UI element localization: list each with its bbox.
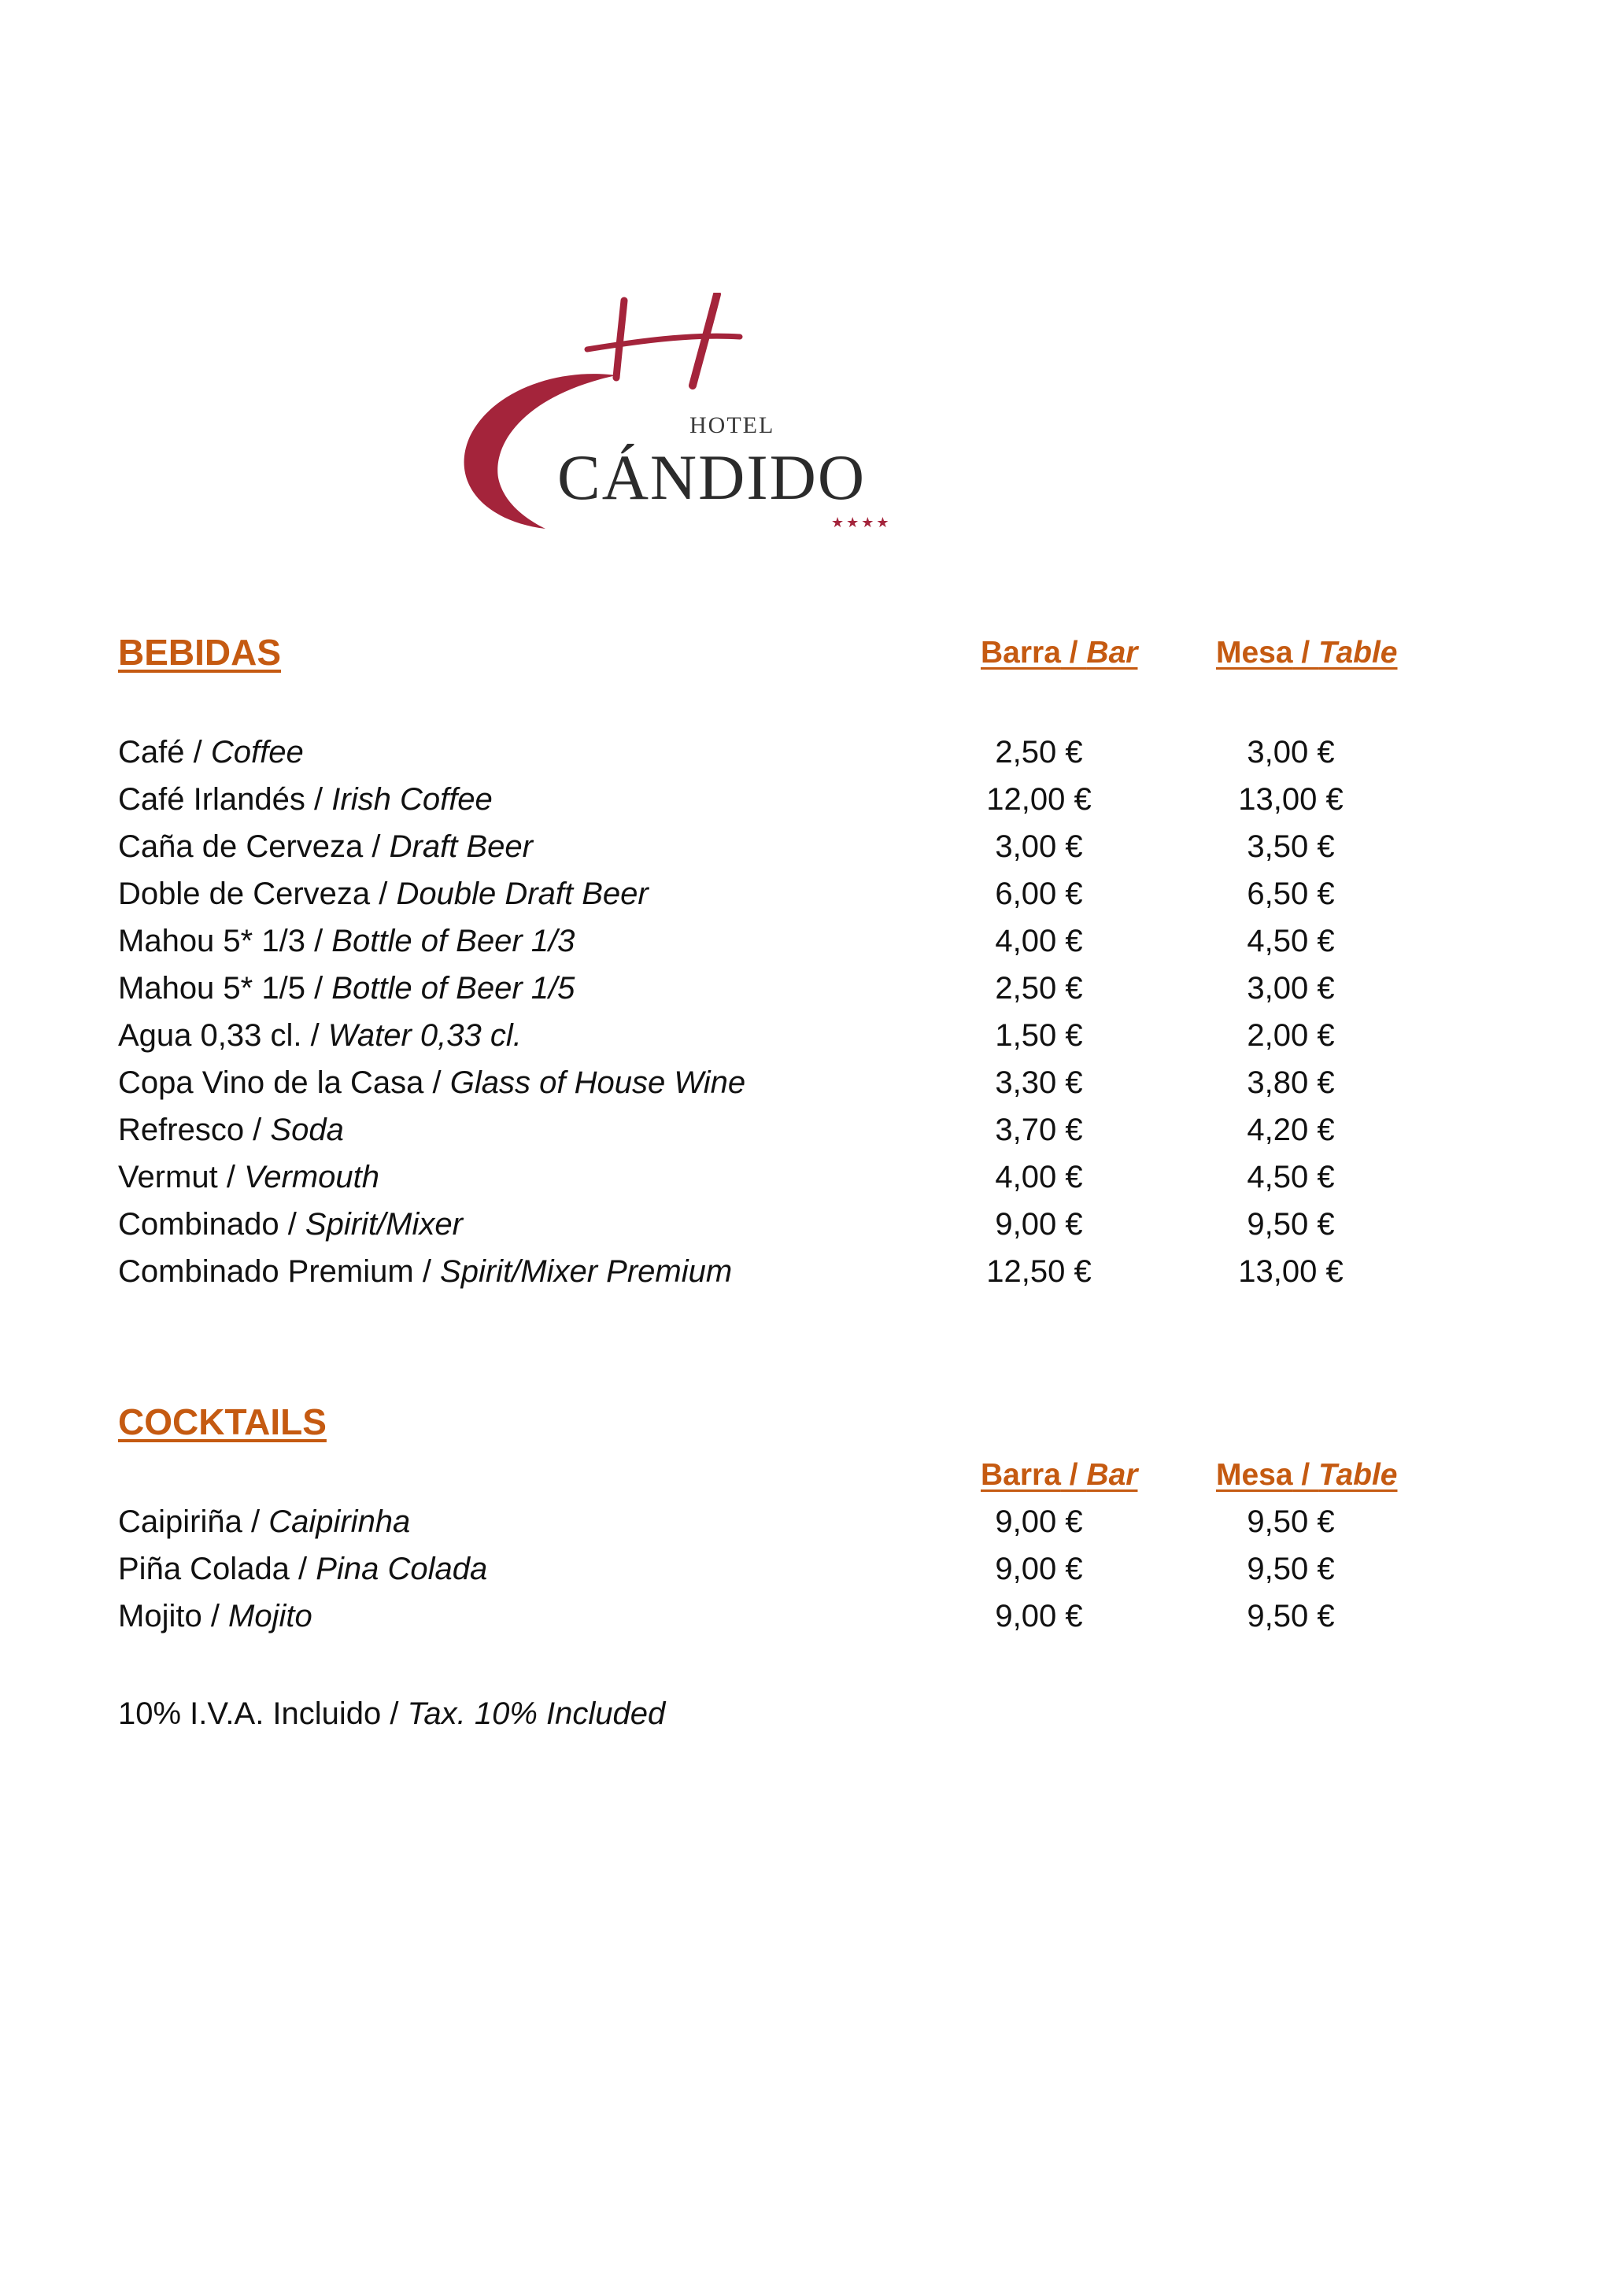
- price-table: 4,50 €: [1247, 924, 1335, 958]
- item-name: Combinado / Spirit/Mixer: [118, 1207, 463, 1242]
- item-name-es: Doble de Cerveza: [118, 877, 371, 911]
- item-name-en: Mojito: [228, 1599, 312, 1633]
- item-name-es: Caipiriña: [118, 1504, 242, 1539]
- price-table: 3,00 €: [1247, 971, 1335, 1006]
- hotel-logo: [455, 293, 896, 541]
- item-name-en: Irish Coffee: [331, 782, 493, 817]
- item-name-en: Glass of House Wine: [449, 1065, 746, 1100]
- item-name-es: Combinado: [118, 1207, 279, 1242]
- price-bar: 1,50 €: [995, 1018, 1083, 1053]
- bebidas-col-table-header: Mesa / Table: [1216, 636, 1398, 670]
- item-name-es: Mahou 5* 1/5: [118, 971, 305, 1006]
- price-bar: 3,70 €: [995, 1113, 1083, 1147]
- item-name: Mahou 5* 1/5 / Bottle of Beer 1/5: [118, 971, 575, 1006]
- item-name-en: Bottle of Beer 1/3: [331, 924, 575, 958]
- item-name-es: Refresco: [118, 1113, 245, 1147]
- logo-hotel-text: HOTEL: [689, 412, 775, 438]
- tax-note-en: Tax. 10% Included: [407, 1696, 666, 1731]
- item-name-en: Spirit/Mixer Premium: [440, 1254, 733, 1289]
- item-name-es: Café Irlandés: [118, 782, 305, 817]
- item-name-en: Vermouth: [244, 1160, 379, 1194]
- item-name: Vermut / Vermouth: [118, 1160, 379, 1194]
- cocktails-col-bar-header: Barra / Bar: [981, 1458, 1138, 1492]
- price-bar: 9,00 €: [995, 1207, 1083, 1242]
- price-table: 6,50 €: [1247, 877, 1335, 911]
- cocktails-list: [118, 1498, 1456, 1640]
- item-name-es: Caña de Cerveza: [118, 829, 364, 864]
- price-table: 3,50 €: [1247, 829, 1335, 864]
- tax-note: 10% I.V.A. Incluido / Tax. 10% Included: [118, 1696, 666, 1731]
- logo-candido-text: CÁNDIDO: [557, 441, 867, 513]
- item-name: Caña de Cerveza / Draft Beer: [118, 829, 533, 864]
- price-table: 9,50 €: [1247, 1599, 1335, 1633]
- price-bar: 9,00 €: [995, 1599, 1083, 1633]
- col-table-label-en: Table: [1318, 1458, 1398, 1492]
- col-bar-label-en: Bar: [1086, 1458, 1138, 1492]
- menu-row: [118, 823, 1456, 870]
- item-name-es: Vermut: [118, 1160, 218, 1194]
- menu-row: [118, 1106, 1456, 1154]
- price-bar: 2,50 €: [995, 735, 1083, 770]
- menu-row: [118, 965, 1456, 1012]
- menu-row: [118, 776, 1456, 823]
- menu-row: [118, 1545, 1456, 1593]
- logo-h-left-stroke: [616, 301, 624, 378]
- bebidas-title: BEBIDAS: [118, 632, 282, 673]
- item-name-en: Coffee: [210, 735, 304, 770]
- price-table: 13,00 €: [1238, 1254, 1344, 1289]
- menu-row: [118, 1154, 1456, 1201]
- price-bar: 9,00 €: [995, 1552, 1083, 1586]
- price-bar: 12,50 €: [986, 1254, 1092, 1289]
- col-table-label-en: Table: [1318, 636, 1398, 670]
- menu-row: [118, 1248, 1456, 1295]
- item-name: Refresco / Soda: [118, 1113, 344, 1147]
- hotel-logo-graphic: [455, 293, 896, 541]
- item-name: Mojito / Mojito: [118, 1599, 312, 1633]
- price-bar: 12,00 €: [986, 782, 1092, 817]
- menu-row: [118, 870, 1456, 917]
- price-table: 4,50 €: [1247, 1160, 1335, 1194]
- cocktails-title: COCKTAILS: [118, 1401, 327, 1442]
- menu-row: [118, 1593, 1456, 1640]
- price-bar: 4,00 €: [995, 1160, 1083, 1194]
- menu-row: [118, 729, 1456, 776]
- item-name-en: Spirit/Mixer: [305, 1207, 463, 1242]
- col-bar-label-en: Bar: [1086, 636, 1138, 670]
- item-name-en: Soda: [270, 1113, 344, 1147]
- price-bar: 9,00 €: [995, 1504, 1083, 1539]
- item-name-en: Bottle of Beer 1/5: [331, 971, 575, 1006]
- menu-row: [118, 1498, 1456, 1545]
- item-name: Mahou 5* 1/3 / Bottle of Beer 1/3: [118, 924, 575, 958]
- item-name: Piña Colada / Pina Colada: [118, 1552, 488, 1586]
- item-name-en: Water 0,33 cl.: [327, 1018, 522, 1053]
- item-name: Copa Vino de la Casa / Glass of House Wine: [118, 1065, 746, 1100]
- item-name-en: Double Draft Beer: [396, 877, 649, 911]
- price-table: 2,00 €: [1247, 1018, 1335, 1053]
- col-bar-label-es: Barra: [981, 636, 1061, 670]
- price-table: 9,50 €: [1247, 1552, 1335, 1586]
- item-name: Agua 0,33 cl. / Water 0,33 cl.: [118, 1018, 522, 1053]
- item-name-es: Combinado Premium: [118, 1254, 414, 1289]
- item-name: Combinado Premium / Spirit/Mixer Premium: [118, 1254, 733, 1289]
- price-table: 3,80 €: [1247, 1065, 1335, 1100]
- item-name-es: Copa Vino de la Casa: [118, 1065, 424, 1100]
- price-table: 13,00 €: [1238, 782, 1344, 817]
- cocktails-col-table-header: Mesa / Table: [1216, 1458, 1398, 1492]
- price-table: 9,50 €: [1247, 1504, 1335, 1539]
- item-name-en: Pina Colada: [316, 1552, 488, 1586]
- item-name: Doble de Cerveza / Double Draft Beer: [118, 877, 649, 911]
- price-table: 4,20 €: [1247, 1113, 1335, 1147]
- item-name-es: Piña Colada: [118, 1552, 290, 1586]
- item-name: Café / Coffee: [118, 735, 304, 770]
- item-name-es: Mojito: [118, 1599, 202, 1633]
- bebidas-col-bar-header: Barra / Bar: [981, 636, 1138, 670]
- item-name-es: Mahou 5* 1/3: [118, 924, 305, 958]
- price-bar: 3,00 €: [995, 829, 1083, 864]
- menu-row: [118, 1012, 1456, 1059]
- item-name: Café Irlandés / Irish Coffee: [118, 782, 493, 817]
- logo-h-right-stroke: [693, 294, 717, 386]
- logo-h-crossbar: [587, 336, 740, 349]
- item-name-es: Agua 0,33 cl.: [118, 1018, 302, 1053]
- bebidas-list: [118, 729, 1456, 1295]
- price-bar: 6,00 €: [995, 877, 1083, 911]
- col-table-label-es: Mesa: [1216, 636, 1293, 670]
- col-bar-label-es: Barra: [981, 1458, 1061, 1492]
- col-table-label-es: Mesa: [1216, 1458, 1293, 1492]
- menu-row: [118, 1059, 1456, 1106]
- price-table: 9,50 €: [1247, 1207, 1335, 1242]
- item-name-en: Caipirinha: [268, 1504, 411, 1539]
- price-bar: 2,50 €: [995, 971, 1083, 1006]
- price-bar: 4,00 €: [995, 924, 1083, 958]
- price-table: 3,00 €: [1247, 735, 1335, 770]
- item-name-en: Draft Beer: [389, 829, 533, 864]
- tax-note-es: 10% I.V.A. Incluido: [118, 1696, 382, 1731]
- logo-stars: ★★★★: [831, 515, 892, 531]
- item-name: Caipiriña / Caipirinha: [118, 1504, 411, 1539]
- item-name-es: Café: [118, 735, 185, 770]
- menu-row: [118, 1201, 1456, 1248]
- menu-row: [118, 917, 1456, 965]
- price-bar: 3,30 €: [995, 1065, 1083, 1100]
